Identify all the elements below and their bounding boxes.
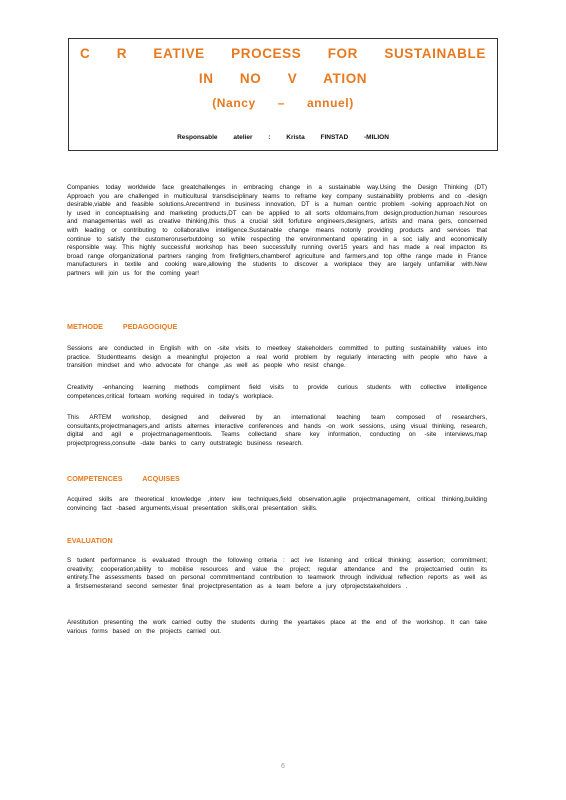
title-line-2: IN NO V ATION	[198, 71, 368, 86]
evaluation-heading: EVALUATION	[67, 536, 113, 545]
methode-paragraph-3: This ARTEM workshop, designed and delivered by an international teaching team composed of researchers, consultants,projectmanagers,and artists alternes interactive conferences and hands -on work sessions, using visual thinking, research, digital and agil e projectmanagementtools. Teams collectand share key information, conducting on -site interviews,map projectprogress,consulte -date banks to carry outstrategic business research.	[67, 414, 487, 447]
competences-heading: COMPETENCES ACQUISES	[67, 474, 180, 483]
page-number: 6	[281, 763, 285, 770]
evaluation-paragraph-1: S tudent performance is evaluated through the following criteria : act ive listening and critical thinking; assertion; commitment; creativity; cooperation;ability to mobilise resources and value the project; regular attendance and the projectcarried outin its entirety.The assessments based on personal commitmentand contribution to teamwork through individual reflection reports as well as a firstsemesterand second semester final projectpresentation as a team before a jury ofprojectstakeholders .	[67, 557, 487, 590]
intro-paragraph: Companies today worldwide face greatchallenges in embracing change in a sustainable way.Using the Design Thinking (DT) Approach you are challenged in multicultural transdisciplinary teams to reframe key company sustainability problems and co -design desirable,viable and feasible solutions.Arecentrend in business innovation, DT is a human centric problem -solving approach.Not on ly used in conceptualising and marketing products,DT can be applied to all sorts ofdomains,from design,production,human resources and managementas well as creative thinking,this thus a crucial skill forfuture engineers,designers, artists and mana gers, concerned with leading or contributing to collaborative intelligence.Sustainable change means notonly providing products and services that continue to satisfy the customeroruserbutdoing so while respecting the environmentand operating in a soc ially and economically responsible way. This highly successful workshop has been successfully running over15 years and has made a real impacton its broad range oforganizational partners ranging from firefighters,chamberof agriculture and farmers,and top ofthe range made in France manufacturers in textile and cooking ware,allowing the students to discover a workplace they are largely unfamiliar with.New partners will join us for the coming year!	[67, 184, 487, 277]
methode-heading: METHODE PEDAGOGIQUE	[67, 322, 178, 331]
title-line-3: (Nancy – annuel)	[212, 96, 354, 110]
title-line-1: C R EATIVE PROCESS FOR SUSTAINABLE	[80, 46, 486, 61]
evaluation-paragraph-2: Arestitution presenting the work carried outby the students during the yeartakes place at the end of the workshop. It can take various forms based on the projects carried out.	[67, 619, 487, 635]
responsible-line: Responsable atelier : Krista FINSTAD -MILION	[177, 134, 389, 141]
methode-paragraph-1: Sessions are conducted in English with on -site visits to meetkey stakeholders committed to putting sustainability values into practice. Studentteams design a meaningful projecton a real world problem by regularly interacting with people who have a transition mindset and who advocate for change ,as well as people who resist change.	[67, 345, 487, 370]
competences-paragraph: Acquired skills are theoretical knowledge ,interv iew techniques,field observation,agile projectmanagement, critical thinking,building convincing fact -based arguments,visual presentation skills,oral presentation skills.	[67, 496, 487, 512]
methode-paragraph-2: Creativity -enhancing learning methods compliment field visits to provide curious students with collective intelligence competences,critical forteam working required in today's workplace.	[67, 384, 487, 400]
title-box	[68, 38, 498, 151]
